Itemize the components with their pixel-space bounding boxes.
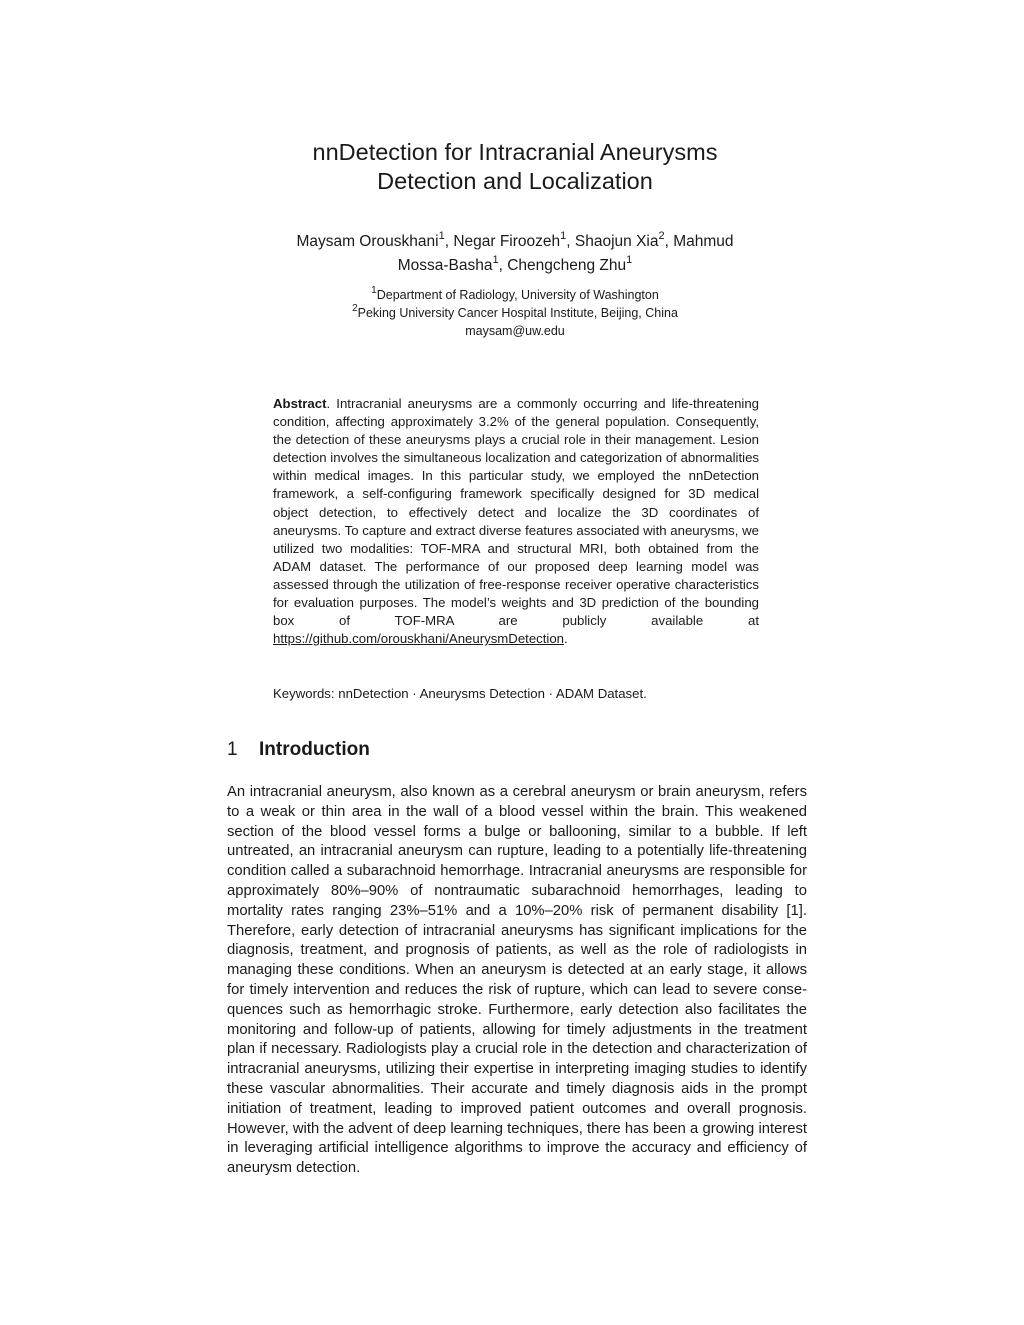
abstract-end: . bbox=[564, 631, 568, 647]
affiliation-2-marker: 2 bbox=[352, 303, 358, 314]
author-zhu-affil: 1 bbox=[626, 254, 633, 266]
affiliations bbox=[0, 286, 1024, 340]
section-number: 1 bbox=[227, 739, 238, 760]
author-line-2 bbox=[0, 254, 1024, 278]
title-line-1: nnDetection for Intracranial Aneurysms bbox=[312, 139, 718, 165]
contact-email: maysam@uw.edu bbox=[465, 324, 565, 338]
paper-title bbox=[0, 138, 1024, 196]
author-firoozeh: , Negar Firoozeh bbox=[444, 233, 561, 250]
affiliation-1 bbox=[0, 286, 1024, 304]
introduction-paragraph: An intracranial aneurysm, also known as a cerebral aneurysm or brain aneurysm, refers to a weak or thin area in the wall of a blood vessel within the brain. This weakened section of the blood vessel forms a bulge or ballooning, similar to a bubble. If left untreated, an intracranial aneurysm can rupture, leading to a potentially life-threatening condition called a subarachnoid hemorrhage. Intracranial aneurysms are responsible for approximately 80%–90% of nontraumatic subarachnoid hemorrhages, leading to mortality rates ranging 23%–51% and a 10%–20% risk of permanent disability [1]. Therefore, early detection of intracranial aneurysms has significant implications for the diagnosis, treatment, and prognosis of patients, as well as the role of radiologists in managing these conditions. When an aneurysm is detected at an early stage, it allows for timely intervention and reduces the risk of rupture, which can lead to severe consequences such as hemorrhagic stroke. Furthermore, early detection also facilitates the monitoring and follow-up of patients, allowing for timely adjustments in the treatment plan if necessary. Radiologists play a crucial role in the detection and characterization of intracranial aneurysms, utilizing their expertise in interpreting imaging studies to identify these vascular abnormalities. Their accurate and timely diagnosis aids in the prompt initiation of treatment, leading to improved patient outcomes and overall prognosis. However, with the advent of deep learning techniques, there has been a growing interest in leveraging artificial intelligence algorithms to improve the accuracy and efficiency of aneurysm detection. bbox=[227, 784, 807, 1177]
author-orouskhani-affil: 1 bbox=[438, 230, 445, 242]
abstract-text: . Intracranial aneurysms are a commonly occurring and life-threatening condition, affecting approximately 3.2% of the general population. Consequently, the detection of these aneurysms plays a crucial role in their management. Lesion detection involves the simultaneous localization and categorization of abnormalities within medical images. In this particular study, we employed the nnDetection framework, a self-configuring framework specifically designed for 3D medical object detection, to effectively detect and localize the 3D coordinates of aneurysms. To capture and extract diverse features associated with aneurysms, we utilized two modalities: TOF-MRA and structural MRI, both obtained from the ADAM dataset. The performance of our proposed deep learning model was assessed through the utilization of free-response receiver operative characteristics for evaluation purposes. The model’s weights and 3D prediction of the bounding box of TOF-MRA are publicly available at bbox=[273, 396, 759, 629]
section-title: Introduction bbox=[259, 739, 370, 760]
author-orouskhani: Maysam Orouskhani bbox=[296, 233, 439, 250]
author-xia: , Shaojun Xia bbox=[566, 233, 659, 250]
abstract-label: Abstract bbox=[273, 396, 327, 411]
affiliation-1-text: Department of Radiology, University of Washington bbox=[376, 288, 659, 302]
affiliation-1-marker: 1 bbox=[371, 285, 377, 296]
title-line-2: Detection and Localization bbox=[377, 168, 653, 194]
abstract-block bbox=[273, 395, 759, 648]
affiliation-2 bbox=[0, 304, 1024, 322]
section-heading-introduction bbox=[227, 738, 370, 762]
author-mossa-basha-second: Mossa-Basha bbox=[397, 257, 493, 274]
author-line-1 bbox=[0, 230, 1024, 254]
github-link[interactable]: https://github.com/orouskhani/AneurysmDetection bbox=[273, 631, 565, 647]
author-list bbox=[0, 230, 1024, 278]
author-firoozeh-affil: 1 bbox=[560, 230, 567, 242]
affiliation-2-text: Peking University Cancer Hospital Institute, Beijing, China bbox=[357, 306, 678, 320]
author-xia-affil: 2 bbox=[658, 230, 665, 242]
author-zhu: , Chengcheng Zhu bbox=[498, 257, 627, 274]
author-mossa-basha-affil: 1 bbox=[492, 254, 499, 266]
author-mossa-basha-first: , Mahmud bbox=[664, 233, 734, 250]
keywords: Keywords: nnDetection · Aneurysms Detection · ADAM Dataset. bbox=[273, 686, 647, 701]
